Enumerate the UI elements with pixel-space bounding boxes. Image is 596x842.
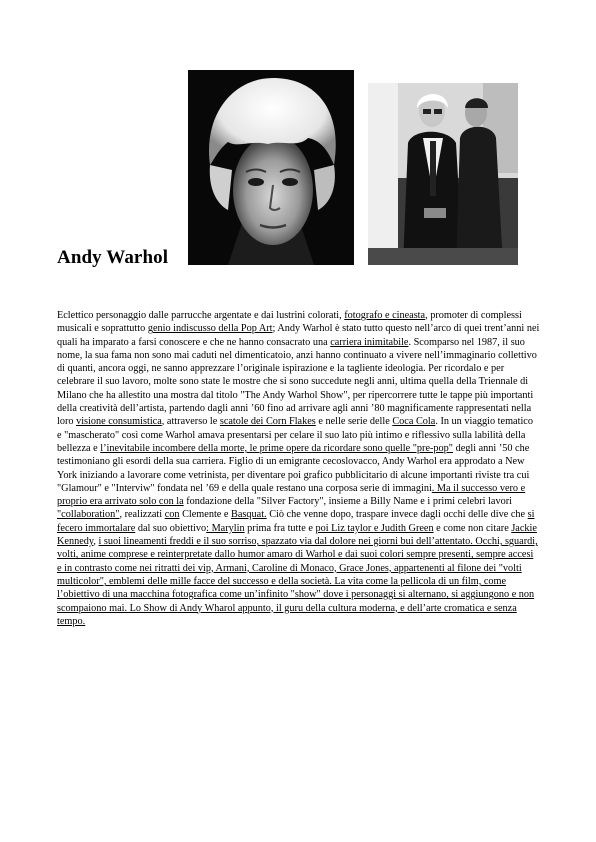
text-segment: Eclettico personaggio dalle parrucche argentate e dai lustrini colorati, <box>57 310 345 321</box>
text-segment: , attraverso le <box>161 416 220 428</box>
underlined-text-segment: i suoi lineamenti freddi e il suo sorriso, spazzato via dal dolore nei giorni bui dell’attentato. Occhi, sguardi, volti, anime comprese e reinterpretate dallo humor amaro di Warhol e dai suoi colori sempre presenti, sempre accesi e in contrasto come nei ritratti dei vip, Armani, Caroline di Monaco, Grace Jones, appartenenti al filone dei "volti multicolor", emblemi delle mille facce del successo e della società. La vita come la pellicola di un film, come l’obiettivo di una macchina fotografica come un’infinito "show" dove i personaggi si alternano, si aggiungono e non scompaiono mai. Lo Show di Andy Wharol appunto, il guru della cultura moderna, e dell’arte cromatica e senza tempo. <box>57 536 538 627</box>
underlined-text-segment: scatole dei Corn Flakes <box>219 416 316 428</box>
page-title: Andy Warhol <box>57 247 169 268</box>
underlined-text-segment: Jackie Kennedy <box>57 522 537 548</box>
text-segment: fondazione della "Silver Factory", insieme a Billy Name e i primi celebri lavori <box>183 496 512 508</box>
text-segment: prima fra tutte e <box>244 522 316 534</box>
underlined-text-segment: l’inevitabile incombere della morte, le prime opere da ricordare sono quelle "pre-pop" <box>100 442 453 454</box>
warhol-portrait-photo <box>188 70 354 265</box>
underlined-text-segment: : Marylin <box>206 522 245 534</box>
underlined-text-segment: Basquat. <box>231 509 267 521</box>
underlined-text-segment: carriera inimitabile <box>330 336 409 348</box>
text-segment: Clemente e <box>179 509 232 521</box>
underlined-text-segment: poi Liz taylor e Judith Green <box>315 522 434 534</box>
article-body <box>57 309 540 628</box>
underlined-text-segment: genio indiscusso della Pop Art <box>147 323 273 335</box>
text-segment: , <box>93 536 99 548</box>
text-segment: ; Andy Warhol è stato tutto questo nell’arco di quei trent’anni nei quali ha imparato a farsi conoscere e che ne hanno consacrato una <box>57 323 540 348</box>
portrait-photo-graphic <box>188 70 354 265</box>
text-segment: dal suo obiettivo <box>135 522 207 534</box>
text-segment: degli anni ’50 che testimoniano gli esordi della sua carriera. Figlio di un emigrante cecoslovacco, Andy Warhol era approdato a New York iniziando a lavorare come vetrinista, per diventare poi grafico pubblicitario di alcune importanti riviste tra cui "Glamour" e "Interviw" fondata nel ’69 e della quale restano una corposa serie di immagini <box>57 442 530 494</box>
text-segment: . In un viaggio tematico e "mascherato" così come Warhol amava presentarsi per celare il suo lato più intimo e riflessivo sulla labilità della bellezza e <box>57 416 533 454</box>
text-segment: Ciò che venne dopo, traspare invece dagli occhi delle dive che <box>266 509 528 521</box>
underlined-text-segment: fotografo e cineasta <box>344 310 426 321</box>
underlined-text-segment: "collaboration" <box>57 509 120 521</box>
underlined-text-segment: Coca Cola <box>392 416 436 428</box>
underlined-text-segment: visione consumistica <box>76 416 162 428</box>
warhol-group-photo <box>368 83 518 265</box>
text-segment: , realizzati <box>119 509 165 521</box>
group-photo-graphic <box>368 83 518 265</box>
text-segment: e nelle serie delle <box>315 416 393 428</box>
underlined-text-segment: con <box>164 509 180 521</box>
text-segment: . Scomparso nel 1987, il suo nome, la sua fama non sono mai caduti nel dimenticatoio, anzi hanno continuato a vivere nell’immaginario collettivo di quanti, ancora oggi, ne sanno apprezzare l’originale ispirazione e la tagliente ideologia. Per ricordalo e per celebrare il suo lavoro, molte sono state le mostre che si sono succedute negli anni, ultima quella della Triennale di Milano che ha allestito una mostra dal titolo "The Andy Warhol Show", per ripercorrere tutte le tappe più importanti della creatività dell’artista, partendo dagli anni ’60 fino ad arrivare agli anni ’80 magnificamente rappresentati nella loro <box>57 336 537 428</box>
text-segment: , promoter di complessi musicali e soprattutto <box>57 310 522 335</box>
text-segment: e come non citare <box>433 522 512 534</box>
underlined-text-segment: si fecero immortalare <box>57 509 535 534</box>
underlined-text-segment: . Ma il successo vero e proprio era arrivato solo con la <box>57 482 526 508</box>
